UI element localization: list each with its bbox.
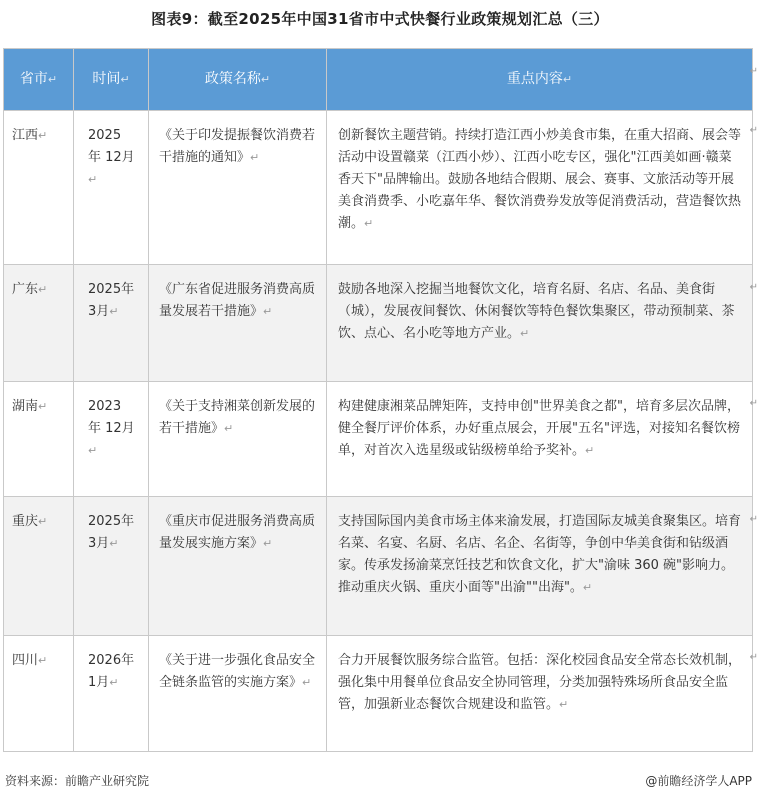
paragraph-mark: ↵ bbox=[749, 514, 758, 525]
cell-policy-name: 《广东省促进服务消费高质量发展若干措施》↵ bbox=[149, 265, 327, 382]
table-header-row bbox=[4, 49, 753, 111]
cell-key-content: 合力开展餐饮服务综合监管。包括：深化校园食品安全常态长效机制，强化集中用餐单位食品安全协同管理，分类加强特殊场所食品安全监管，加强新业态餐饮合规建设和监管。↵ bbox=[327, 636, 753, 752]
header-province: 省市↵ bbox=[4, 49, 74, 111]
cell-time: 2025年3月↵ bbox=[74, 497, 149, 636]
cell-key-content: 创新餐饮主题营销。持续打造江西小炒美食市集，在重大招商、展会等活动中设置赣菜（江西小炒）、江西小吃专区，强化"江西美如画·赣菜香天下"品牌输出。鼓励各地结合假期、展会、赛事、文旅活动等开展美食消费季、小吃嘉年华、餐饮消费券发放等促消费活动，营造餐饮热潮。↵ bbox=[327, 111, 753, 265]
cell-province: 重庆↵ bbox=[4, 497, 74, 636]
cell-time: 2023 年 12月↵ bbox=[74, 382, 149, 497]
cell-key-content: 鼓励各地深入挖掘当地餐饮文化，培育名厨、名店、名品、美食街（城），发展夜间餐饮、休闲餐饮等特色餐饮集聚区，带动预制菜、茶饮、点心、名小吃等地方产业。↵ bbox=[327, 265, 753, 382]
brand-credit: @前瞻经济学人APP bbox=[645, 774, 752, 788]
table-row bbox=[4, 636, 753, 752]
paragraph-mark: ↵ bbox=[749, 125, 758, 136]
page-title: 图表9：截至2025年中国31省市中式快餐行业政策规划汇总（三） bbox=[151, 10, 609, 28]
paragraph-mark: ↵ bbox=[749, 282, 758, 293]
source-note: 资料来源：前瞻产业研究院 bbox=[5, 774, 150, 788]
table-row bbox=[4, 382, 753, 497]
cell-province: 江西↵ bbox=[4, 111, 74, 265]
header-policy-name: 政策名称↵ bbox=[149, 49, 327, 111]
cell-time: 2025年3月↵ bbox=[74, 265, 149, 382]
table-row bbox=[4, 497, 753, 636]
policy-table bbox=[3, 48, 753, 752]
cell-policy-name: 《关于印发提振餐饮消费若干措施的通知》↵ bbox=[149, 111, 327, 265]
cell-province: 四川↵ bbox=[4, 636, 74, 752]
paragraph-mark: ↵ bbox=[749, 652, 758, 663]
cell-key-content: 构建健康湘菜品牌矩阵，支持申创"世界美食之都"，培育多层次品牌，健全餐厅评价体系，办好重点展会，开展"五名"评选，对接知名餐饮榜单，对首次入选星级或钻级榜单给予奖补。↵ bbox=[327, 382, 753, 497]
header-key-content: 重点内容↵ bbox=[327, 49, 753, 111]
header-time: 时间↵ bbox=[74, 49, 149, 111]
table-row bbox=[4, 111, 753, 265]
cell-policy-name: 《关于支持湘菜创新发展的若干措施》↵ bbox=[149, 382, 327, 497]
paragraph-mark: ↵ bbox=[749, 66, 758, 77]
paragraph-mark: ↵ bbox=[749, 398, 758, 409]
cell-key-content: 支持国际国内美食市场主体来渝发展，打造国际友城美食聚集区。培育名菜、名宴、名厨、名店、名企、名街等，争创中华美食街和钻级酒家。传承发扬渝菜烹饪技艺和饮食文化，扩大"渝味 360 碗"影响力。推动重庆火锅、重庆小面等"出渝""出海"。↵ bbox=[327, 497, 753, 636]
cell-time: 2026年1月↵ bbox=[74, 636, 149, 752]
cell-policy-name: 《关于进一步强化食品安全全链条监管的实施方案》↵ bbox=[149, 636, 327, 752]
cell-policy-name: 《重庆市促进服务消费高质量发展实施方案》↵ bbox=[149, 497, 327, 636]
cell-province: 广东↵ bbox=[4, 265, 74, 382]
table-row bbox=[4, 265, 753, 382]
cell-time: 2025 年 12月↵ bbox=[74, 111, 149, 265]
cell-province: 湖南↵ bbox=[4, 382, 74, 497]
